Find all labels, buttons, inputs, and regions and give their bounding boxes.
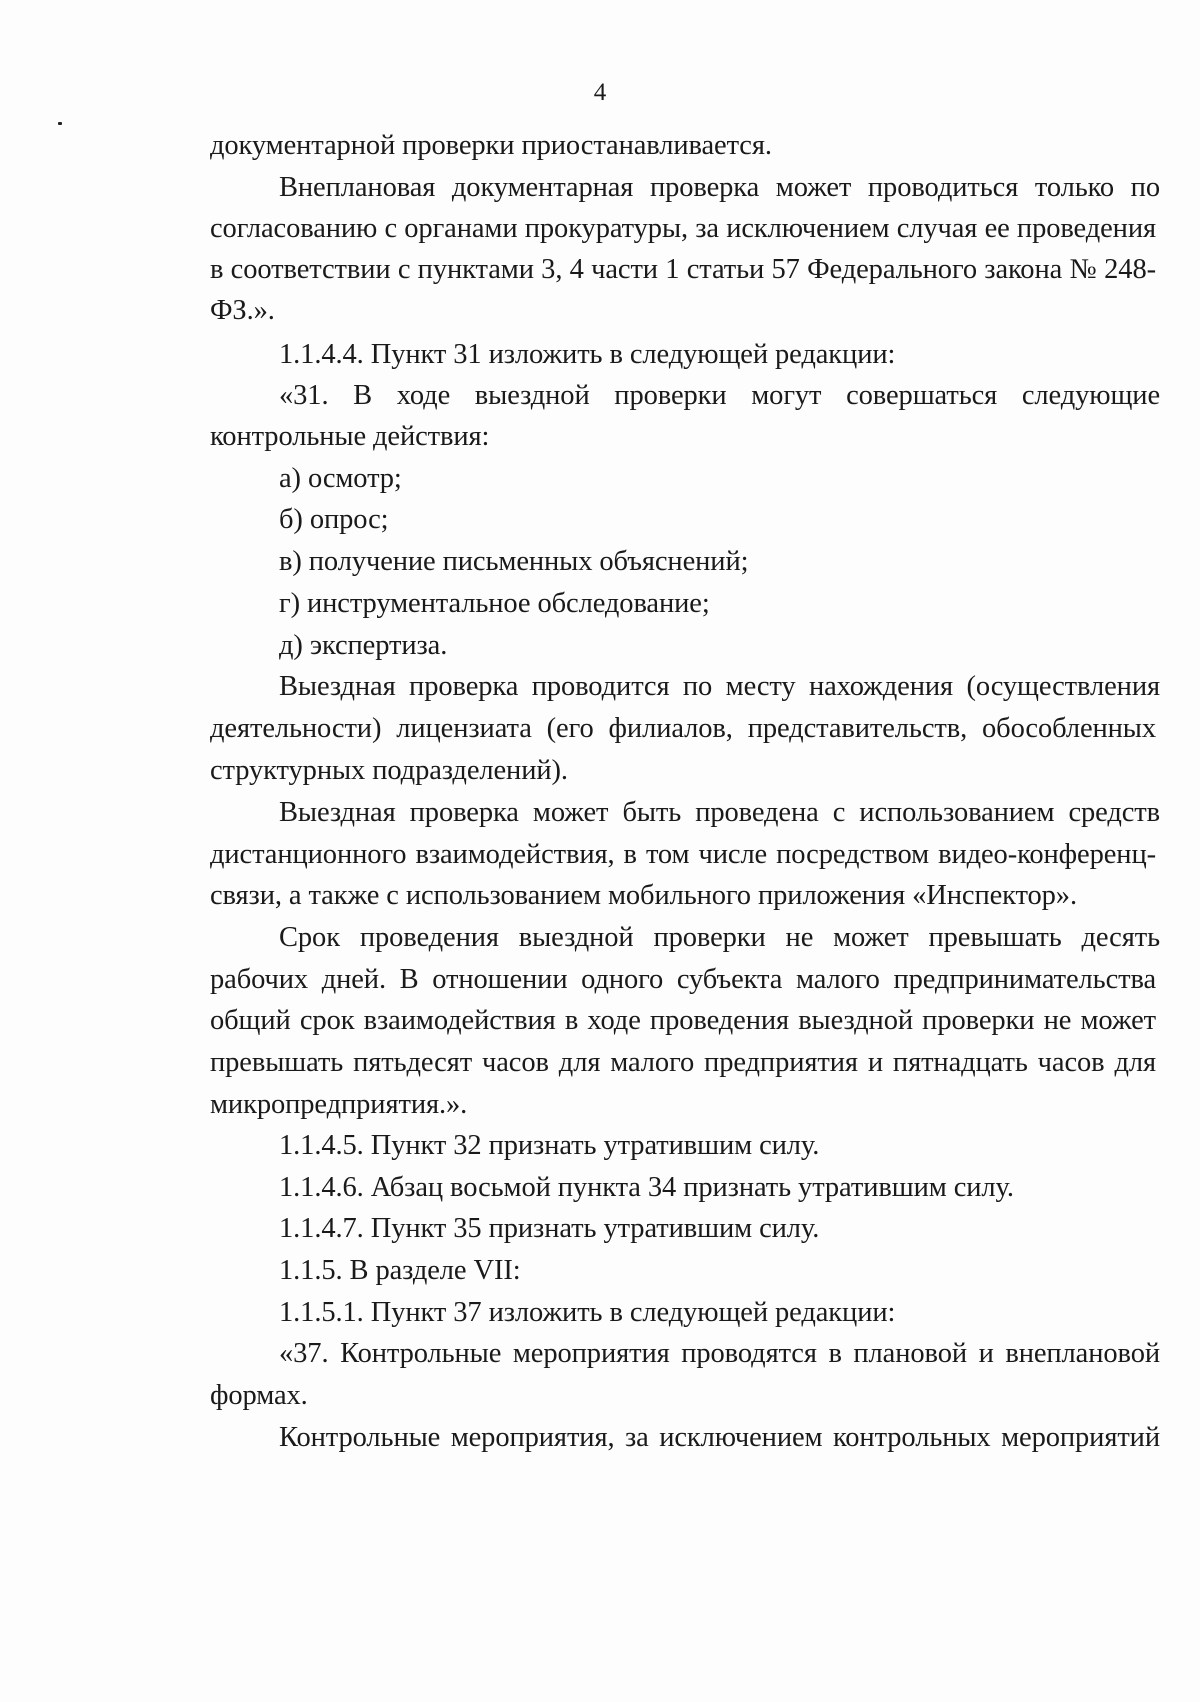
text-line: микропредприятия.». — [210, 1089, 468, 1120]
text-line: рабочих дней. В отношении одного субъекта малого предпринимательства — [210, 964, 1156, 995]
text-line: 1.1.4.6. Абзац восьмой пункта 34 признать утратившим силу. — [279, 1172, 1014, 1203]
text-line: контрольные действия: — [210, 421, 490, 452]
text-line: д) экспертиза. — [279, 630, 448, 661]
text-line: 1.1.5.1. Пункт 37 изложить в следующей редакции: — [279, 1297, 896, 1328]
text-line: «37. Контрольные мероприятия проводятся в плановой и внеплановой — [279, 1338, 1160, 1369]
text-line: 1.1.4.7. Пункт 35 признать утратившим силу. — [279, 1213, 820, 1244]
text-line: деятельности) лицензиата (его филиалов, представительств, обособленных — [210, 713, 1156, 744]
text-line: формах. — [210, 1380, 308, 1411]
text-line: 1.1.4.4. Пункт 31 изложить в следующей редакции: — [279, 339, 896, 370]
text-line: согласованию с органами прокуратуры, за исключением случая ее проведения — [210, 213, 1156, 244]
text-line: Выездная проверка может быть проведена с использованием средств — [279, 797, 1160, 828]
text-line: 1.1.5. В разделе VII: — [279, 1255, 521, 1286]
text-line: а) осмотр; — [279, 463, 402, 494]
text-line: Контрольные мероприятия, за исключением контрольных мероприятий — [279, 1422, 1160, 1453]
text-line: ФЗ.». — [210, 295, 275, 326]
text-line: дистанционного взаимодействия, в том числе посредством видео-конференц- — [210, 839, 1156, 870]
text-line: связи, а также с использованием мобильного приложения «Инспектор». — [210, 880, 1077, 911]
page-number: 4 — [593, 79, 607, 106]
text-line: общий срок взаимодействия в ходе проведения выездной проверки не может — [210, 1005, 1156, 1036]
text-line: «31. В ходе выездной проверки могут совершаться следующие — [279, 380, 1160, 411]
margin-dot — [58, 122, 62, 125]
text-line: Выездная проверка проводится по месту нахождения (осуществления — [279, 671, 1160, 702]
text-line: Внеплановая документарная проверка может проводиться только по — [279, 172, 1160, 203]
text-line: 1.1.4.5. Пункт 32 признать утратившим силу. — [279, 1130, 820, 1161]
text-line: б) опрос; — [279, 504, 389, 535]
text-line: структурных подразделений). — [210, 755, 568, 786]
text-line: г) инструментальное обследование; — [279, 588, 710, 619]
text-line: превышать пятьдесят часов для малого предприятия и пятнадцать часов для — [210, 1047, 1156, 1078]
text-line: Срок проведения выездной проверки не может превышать десять — [279, 922, 1160, 953]
text-line: в соответствии с пунктами 3, 4 части 1 статьи 57 Федерального закона № 248- — [210, 254, 1156, 285]
text-line: документарной проверки приостанавливается. — [210, 130, 772, 161]
text-line: в) получение письменных объяснений; — [279, 546, 749, 577]
